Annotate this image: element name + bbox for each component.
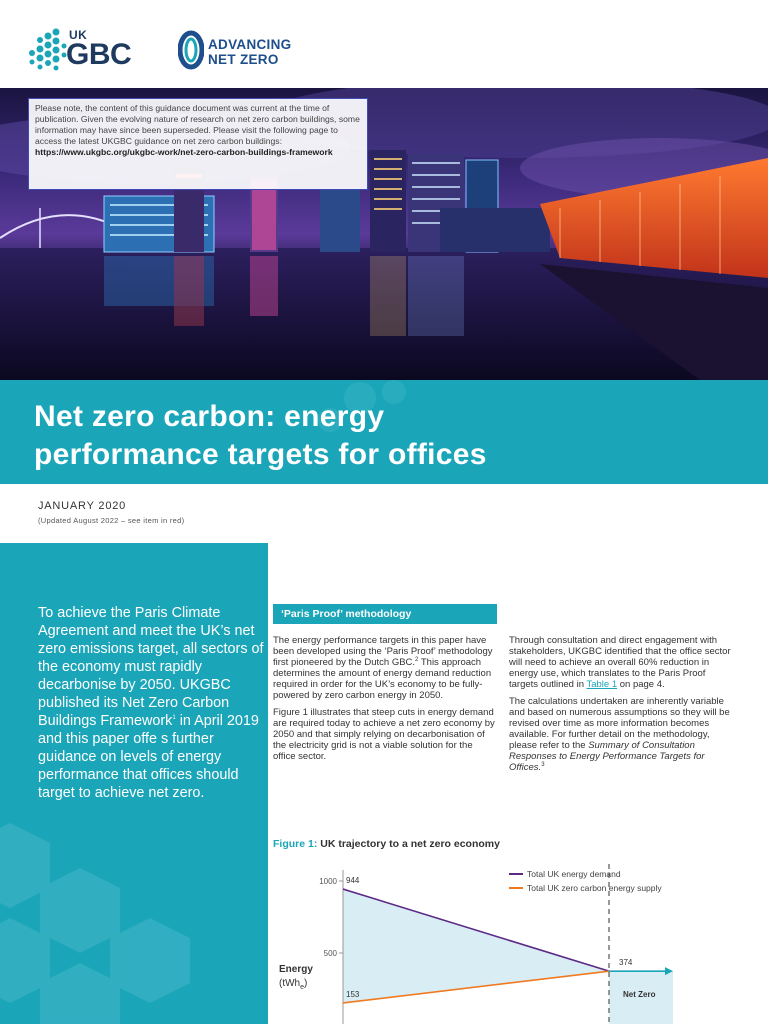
p1-text-a: The energy performance targets in this paper have been developed using the ‘Paris Proof’ methodology first pioneered by the Dutch GBC. xyxy=(273,635,493,668)
intro-text-part1: To achieve the Paris Climate Agreement and meet the UK’s net zero emissions target, all sectors of the economy must rapidly decarbonise by 2050. UKGBC published its Net Zero Carbon Buildings Framework xyxy=(38,605,264,729)
content-column-1 xyxy=(273,635,497,768)
footnote-2[interactable]: 2 xyxy=(415,656,419,663)
footnote-3[interactable]: 3 xyxy=(541,761,545,768)
title-line1: Net zero carbon: energy xyxy=(34,400,385,433)
page-title xyxy=(34,398,487,474)
net-zero-label: Net Zero xyxy=(623,990,656,1000)
label-end-value: 374 xyxy=(619,958,633,968)
paragraph-2: Figure 1 illustrates that steep cuts in energy demand are required today to achieve a net zero economy by 2050 and that simply relying on decarbonisation of the electricity grid is not a viable solution for the office sector. xyxy=(273,707,495,762)
net-zero-ring-icon xyxy=(178,30,204,70)
energy-gap-area xyxy=(343,889,609,1003)
ukgbc-hexagon-icon xyxy=(26,26,68,74)
intro-text-part2: in April 2019 and this paper offe s further guidance on levels of energy performance that offices should target to achieve net zero. xyxy=(38,713,259,801)
consultation-summary-reference: Summary of Consultation Responses to Energy Performance Targets for Offices. xyxy=(509,740,705,773)
section-header-paris-proof: ‘Paris Proof’ methodology xyxy=(273,604,497,624)
y-unit-close: ) xyxy=(304,978,308,989)
p3-text-a: Through consultation and direct engagement with stakeholders, UKGBC identified that the office sector will need to achieve an overall 60% reduction in energy use, which translates to the Paris Proof targets outlined in xyxy=(509,635,731,690)
p3-text-b: on page 4. xyxy=(617,679,665,690)
page-header xyxy=(0,0,768,88)
notice-url-link[interactable]: https://www.ukgbc.org/ukgbc-work/net-zero-carbon-buildings-framework xyxy=(35,147,333,157)
paragraph-1 xyxy=(273,635,497,701)
y-unit-sub: e xyxy=(300,984,305,991)
title-line2: performance targets for offices xyxy=(34,438,487,471)
y-tick-label-500: 500 xyxy=(323,949,337,958)
net-zero-trajectory-chart xyxy=(273,860,768,1024)
title-band xyxy=(0,380,768,484)
paragraph-4 xyxy=(509,696,733,773)
figure-1-title: UK trajectory to a net zero economy xyxy=(317,838,500,850)
p4-text-a: The calculations undertaken are inherently variable and based on numerous assumptions so they will be revised over time as more information becomes available. For further detail on the methodology, please refer to the xyxy=(509,696,730,751)
ukgbc-logo[interactable] xyxy=(26,24,138,74)
y-unit-main: (tWh xyxy=(279,978,301,989)
anz-logo-text xyxy=(208,37,291,67)
intro-footnote-1[interactable]: 1 xyxy=(172,715,176,722)
intro-text xyxy=(38,604,264,802)
paragraph-3 xyxy=(509,635,733,690)
ukgbc-logo-small: UK xyxy=(69,28,88,42)
guidance-notice xyxy=(28,98,368,190)
legend-label-2: Total UK zero carbon energy supply xyxy=(527,883,662,893)
y-tick-label-1000: 1000 xyxy=(319,877,337,886)
p1-text-b: This approach determines the amount of energy demand reduction required in order for the UK’s economy to be fully-powered by zero carbon energy in 2050. xyxy=(273,657,492,701)
label-start-demand: 944 xyxy=(346,876,360,886)
figure-1-label: Figure 1: xyxy=(273,838,318,850)
updated-note: (Updated August 2022 – see item in red) xyxy=(38,516,185,525)
anz-line1: ADVANCING xyxy=(208,37,292,52)
notice-text: Please note, the content of this guidance document was current at the time of publication. Given the evolving nature of research on net zero carbon buildings, some information may have since been superseded. Please visit the following page to access the latest UKGBC guidance on net zero carbon buildings: xyxy=(35,103,360,146)
ukgbc-logo-big: GBC xyxy=(66,38,132,71)
anz-line2: NET ZERO xyxy=(208,52,279,67)
legend-label-1: Total UK energy demand xyxy=(527,869,621,879)
content-column-2 xyxy=(509,635,733,779)
y-axis-title: Energy xyxy=(279,964,313,975)
label-start-supply: 153 xyxy=(346,989,360,999)
advancing-net-zero-logo[interactable] xyxy=(178,28,328,74)
figure-1-caption xyxy=(273,838,500,850)
publication-date: JANUARY 2020 xyxy=(38,500,127,512)
y-axis-unit xyxy=(279,978,307,991)
table-1-link[interactable]: Table 1 xyxy=(586,679,618,690)
